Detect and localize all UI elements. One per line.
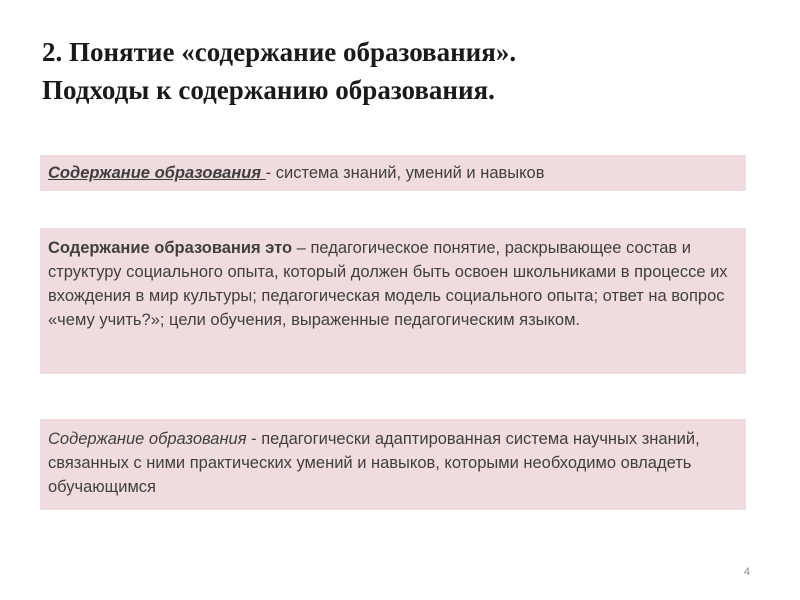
definition-box-1 [40,155,746,191]
definition-term-2: Содержание образования это [48,239,293,257]
definition-term-1: Содержание образования [48,164,266,182]
page-number: 4 [743,566,750,578]
slide-title [42,33,762,109]
definition-text-1: - система знаний, умений и навыков [265,164,545,182]
slide-title-line-2: Подходы к содержанию образования. [42,75,495,105]
definition-box-2 [40,228,746,374]
definition-box-3 [40,419,746,510]
definition-text-3: - педагогически адаптированная система научных знаний, связанных с ними практических умений и навыков, которыми необходимо овладеть обучающимся [48,430,700,496]
slide-title-line-1: 2. Понятие «содержание образования». [42,37,517,67]
definition-term-3: Содержание образования [48,430,247,448]
definition-text-2: – педагогическое понятие, раскрывающее состав и структуру социального опыта, который должен быть освоен школьниками в процессе их вхождения в мир культуры; педагогическая модель социального опыта; ответ на вопрос «чему учить?»; цели обучения, выраженные педагогическим языком. [48,239,728,329]
